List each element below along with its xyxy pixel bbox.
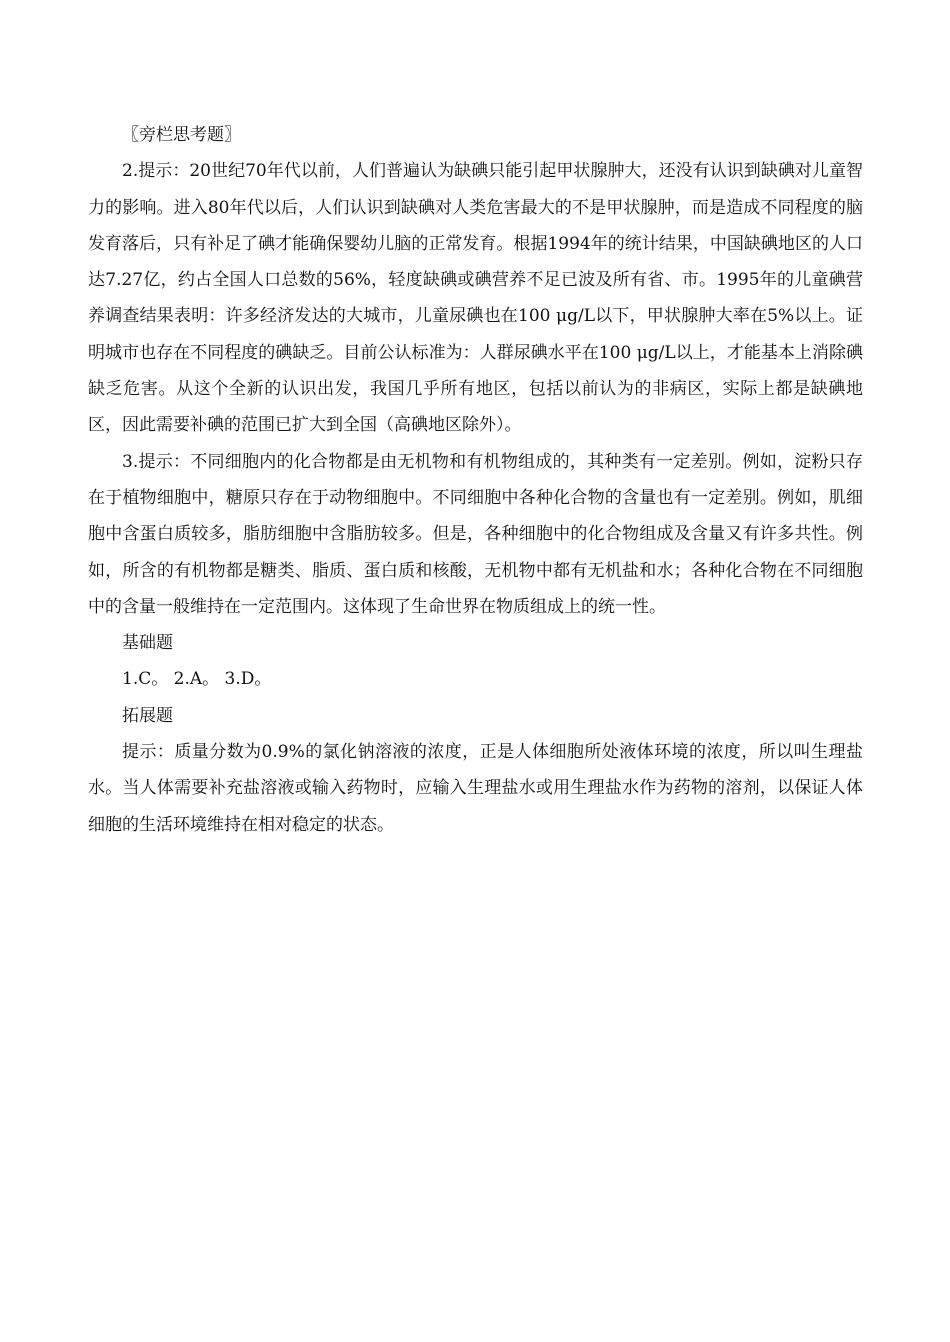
paragraph-answer-2: 2.提示：20世纪70年代以前，人们普遍认为缺碘只能引起甲状腺肿大，还没有认识到缺碘对儿童智力的影响。进入80年代以后，人们认识到缺碘对人类危害最大的不是甲状腺肿，而是造成不同程度的脑发育落后，只有补足了碘才能确保婴幼儿脑的正常发育。根据1994年的统计结果，中国缺碘地区的人口达7.27亿，约占全国人口总数的56%，轻度缺碘或碘营养不足已波及所有省、市。1995年的儿童碘营养调查结果表明：许多经济发达的大城市，儿童尿碘也在100 μg/L以下，甲状腺肿大率在5%以上。证明城市也存在不同程度的碘缺乏。目前公认标准为：人群尿碘水平在100 μg/L以上，才能基本上消除碘缺乏危害。从这个全新的认识出发，我国几乎所有地区，包括以前认为的非病区，实际上都是缺碘地区，因此需要补碘的范围已扩大到全国（高碘地区除外）。: [88, 161, 863, 436]
paragraph-answer-3: 3.提示：不同细胞内的化合物都是由无机物和有机物组成的，其种类有一定差别。例如，淀粉只存在于植物细胞中，糖原只存在于动物细胞中。不同细胞中各种化合物的含量也有一定差别。例如，肌细胞中含蛋白质较多，脂肪细胞中含脂肪较多。但是，各种细胞中的化合物组成及含量又有许多共性。例如，所含的有机物都是糖类、脂质、蛋白质和核酸，无机物中都有无机盐和水；各种化合物在不同细胞中的含量一般维持在一定范围内。这体现了生命世界在物质组成上的统一性。: [88, 451, 863, 617]
section-heading-extension: 拓展题: [122, 705, 173, 726]
paragraph-basic-answers: 1.C。 2.A。 3.D。: [122, 669, 272, 690]
paragraph-extension-answer: 提示：质量分数为0.9%的氯化钠溶液的浓度，正是人体细胞所处液体环境的浓度，所以叫生理盐水。当人体需要补充盐溶液或输入药物时，应输入生理盐水或用生理盐水作为药物的溶剂，以保证人体细胞的生活环境维持在相对稳定的状态。: [88, 742, 863, 835]
section-heading-sidebar-questions: 〖旁栏思考题〗: [122, 125, 241, 145]
section-heading-basic: 基础题: [122, 633, 173, 654]
document-body: [88, 117, 863, 843]
